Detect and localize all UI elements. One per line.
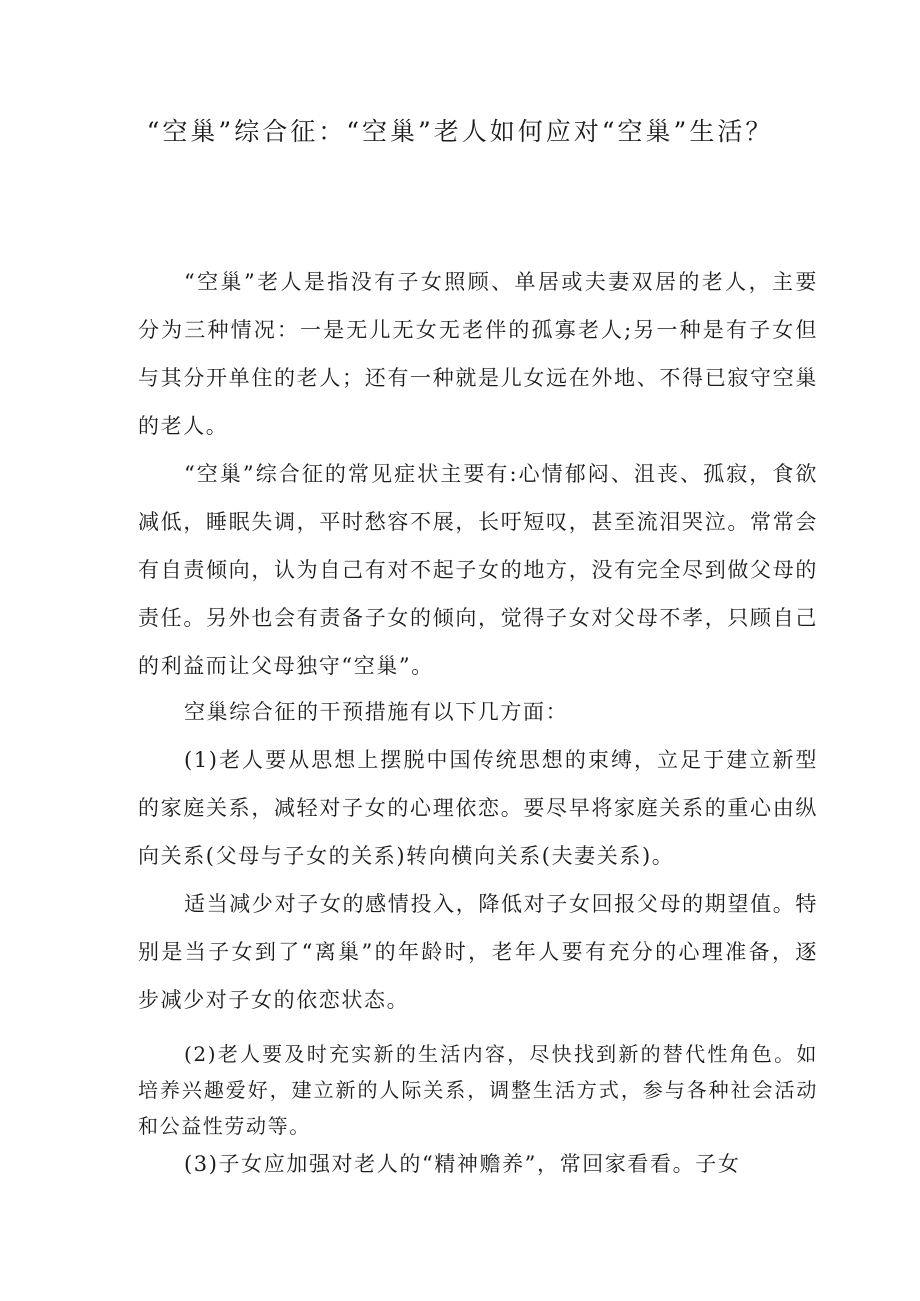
paragraph-measure-3: (3)子女应加强对老人的“精神赡养”，常回家看看。子女 — [184, 1152, 741, 1176]
paragraph-intervention-intro: 空巢综合征的干预措施有以下几方面： — [184, 700, 569, 724]
paragraph-measure-1: (1)老人要从思想上摆脱中国传统思想的束缚，立足于建立新型的家庭关系，减轻对子女的心理依恋。要尽早将家庭关系的重心由纵向关系(父母与子女的关系)转向横向关系(夫妻关系)。 — [138, 748, 818, 868]
document-title: “空巢”综合征：“空巢”老人如何应对“空巢”生活？ — [146, 117, 774, 146]
paragraph-measure-2: (2)老人要及时充实新的生活内容，尽快找到新的替代性角色。如培养兴趣爱好，建立新的人际关系，调整生活方式，参与各种社会活动和公益性劳动等。 — [138, 1042, 818, 1138]
paragraph-measure-1-continued: 适当减少对子女的感情投入，降低对子女回报父母的期望值。特别是当子女到了“离巢”的年龄时，老年人要有充分的心理准备，逐步减少对子女的依恋状态。 — [138, 892, 818, 1012]
paragraph-definition: “空巢”老人是指没有子女照顾、单居或夫妻双居的老人，主要分为三种情况：一是无儿无女无老伴的孤寡老人;另一种是有子女但与其分开单住的老人；还有一种就是儿女远在外地、不得已寂守空巢的老人。 — [138, 270, 818, 438]
paragraph-symptoms: “空巢”综合征的常见症状主要有:心情郁闷、沮丧、孤寂，食欲减低，睡眠失调，平时愁容不展，长吁短叹，甚至流泪哭泣。常常会有自责倾向，认为自己有对不起子女的地方，没有完全尽到做父母的责任。另外也会有责备子女的倾向，觉得子女对父母不孝，只顾自己的利益而让父母独守“空巢”。 — [138, 462, 818, 678]
